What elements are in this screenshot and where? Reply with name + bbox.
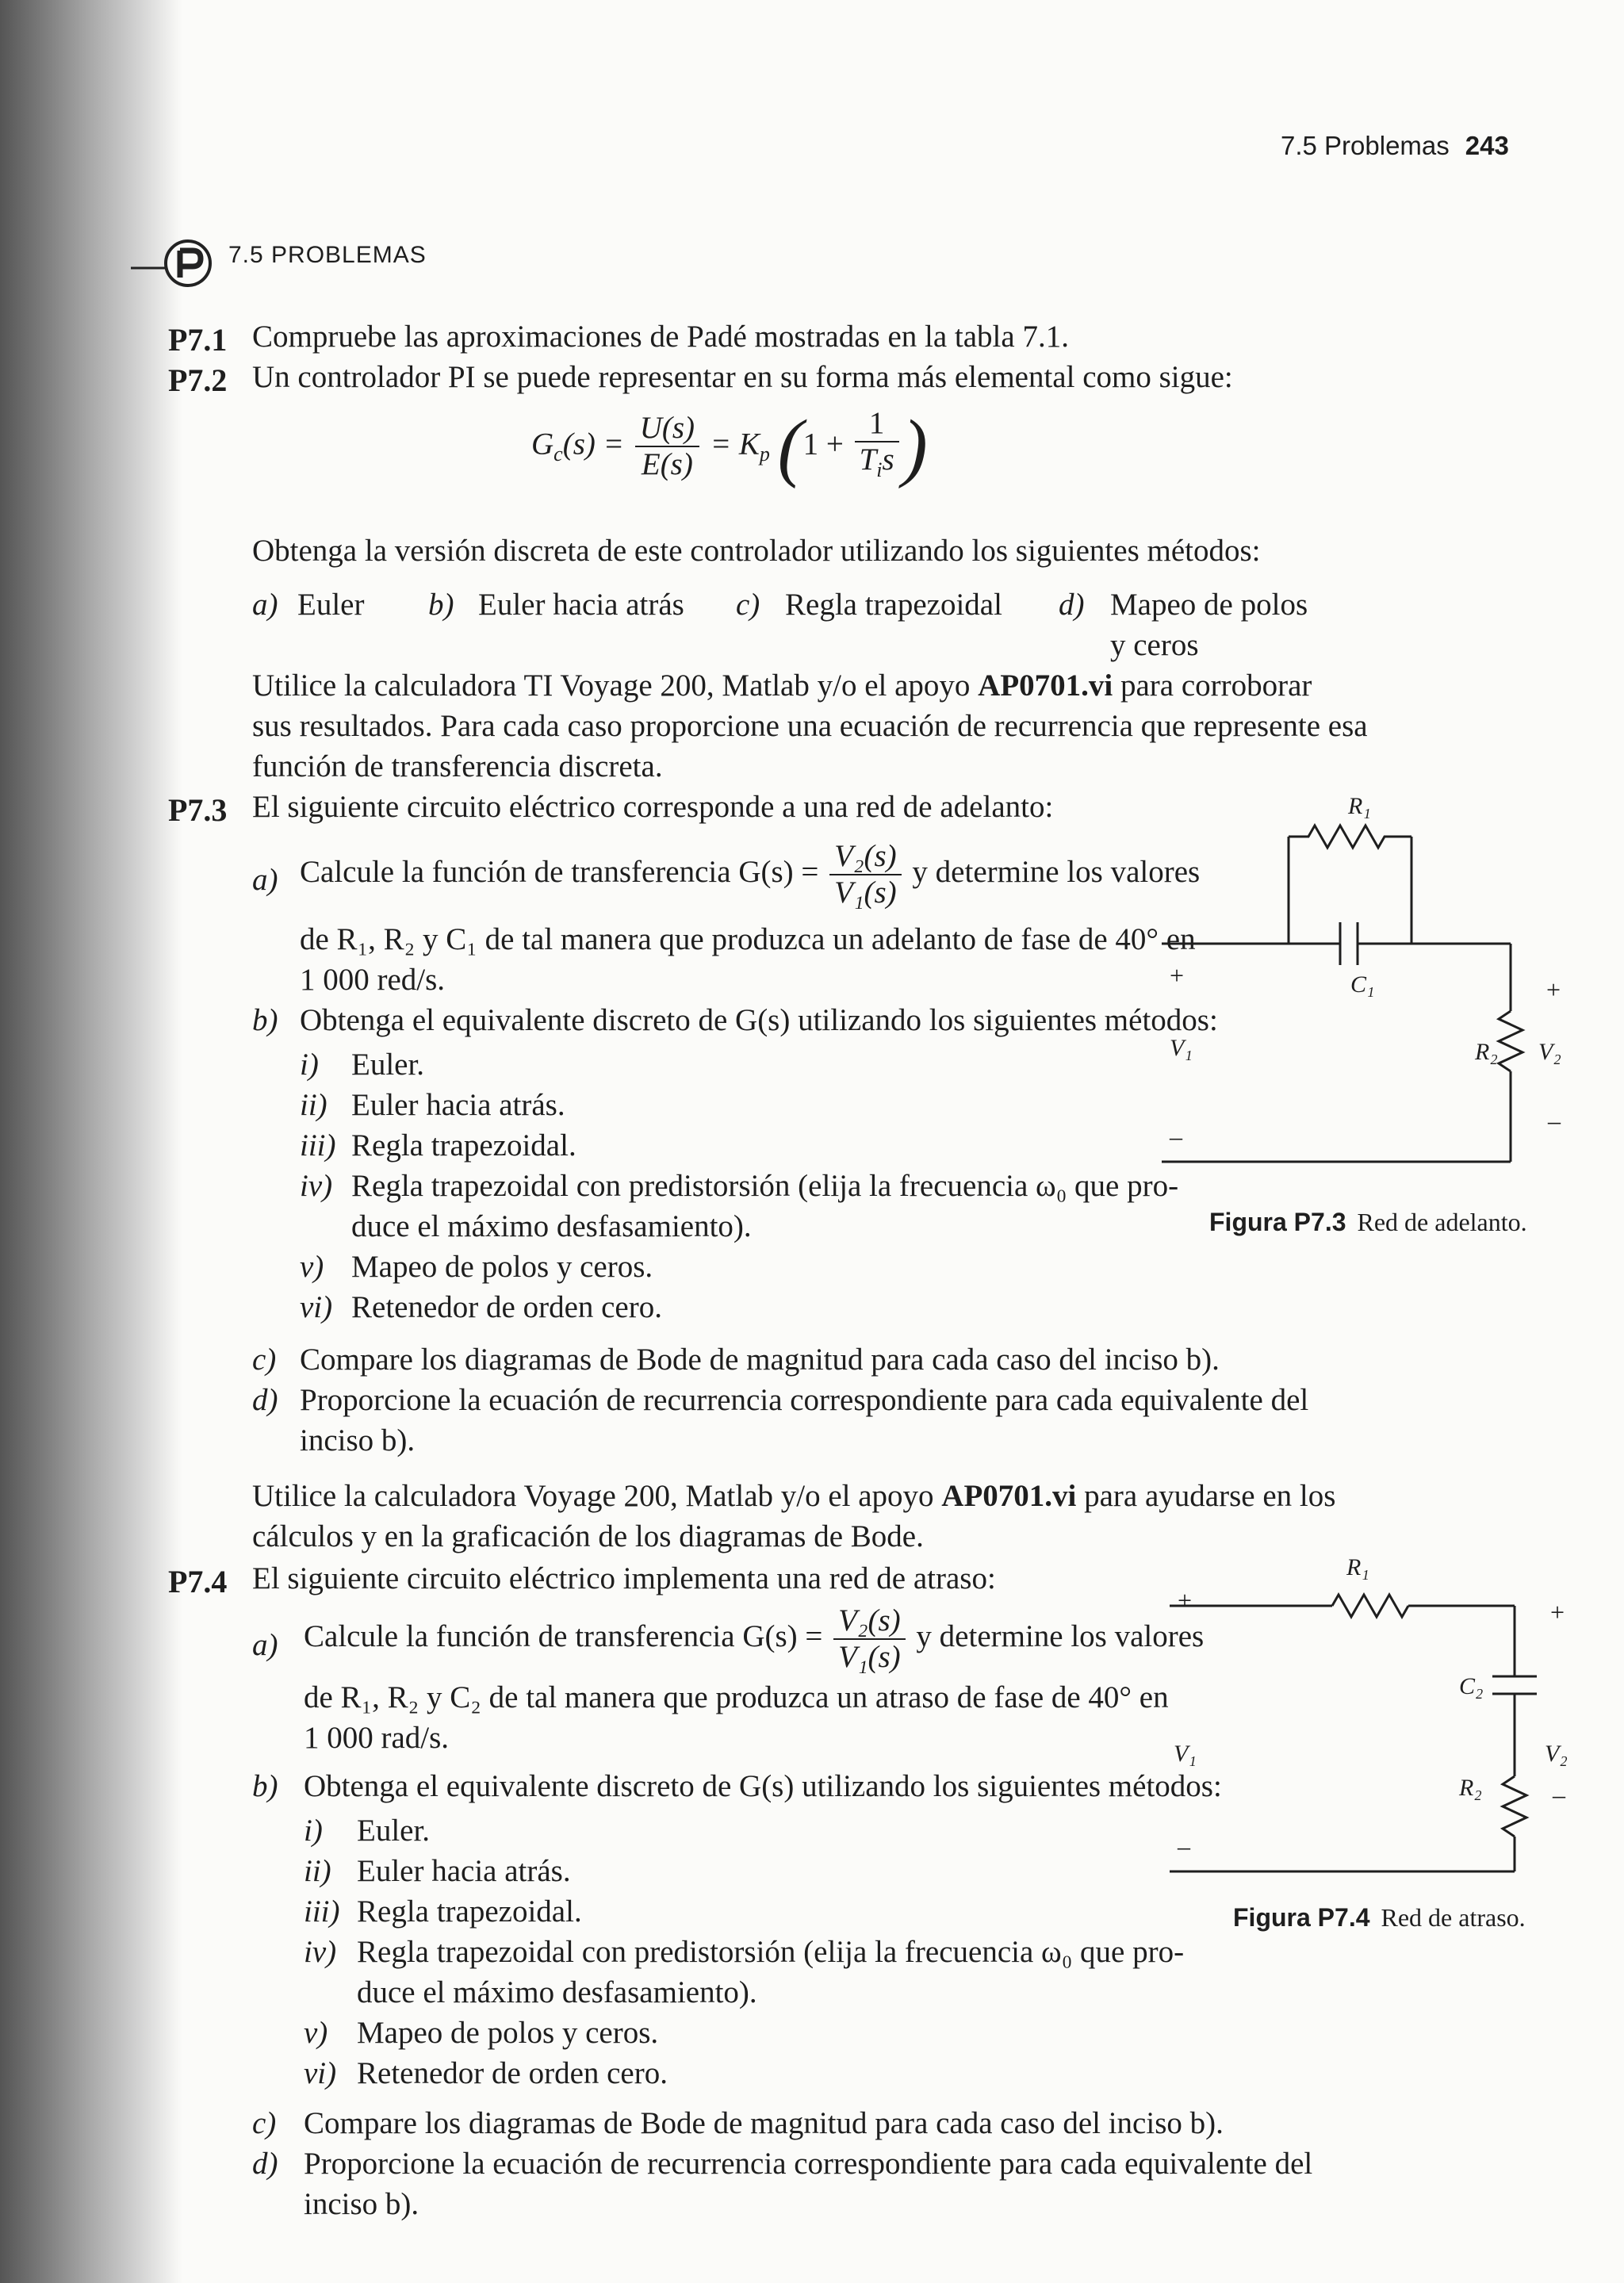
subitem-number: iv) <box>304 1935 337 1969</box>
lag-network-circuit-diagram <box>1166 1586 1578 1903</box>
running-header <box>1281 131 1509 161</box>
transfer-function-line: Calcule la función de transferencia G(s) = $\frac{\text{V₂(s)}}{\text{V₁(s)}}$ y determine los valores <box>300 839 1201 910</box>
subitem-number: vi) <box>300 1290 333 1324</box>
problem-number: P7.4 <box>168 1564 228 1599</box>
problem-intro: Un controlador PI se puede representar en su forma más elemental como sigue: <box>252 360 1233 394</box>
section-title: 7.5 PROBLEMAS <box>228 242 427 268</box>
header-section: 7.5 Problemas <box>1281 131 1450 160</box>
subitem-number: iii) <box>304 1894 340 1929</box>
v1-label: V₁ <box>1170 1035 1193 1061</box>
item-text-line: de R₁, R₂ y C₂ de tal manera que produzca un atraso de fase de 40° en <box>304 1680 1169 1714</box>
item-letter: b) <box>252 1769 278 1803</box>
item-letter: a) <box>252 1628 278 1662</box>
r2-label: R₂ <box>1459 1775 1482 1801</box>
output-minus-sign: – <box>1553 1780 1565 1809</box>
subitem-text: Regla trapezoidal. <box>351 1128 576 1163</box>
v2-label: V₂ <box>1545 1741 1568 1767</box>
problem-intro: El siguiente circuito eléctrico implementa una red de atraso: <box>252 1561 996 1595</box>
subitem-text: Retenedor de orden cero. <box>357 2056 668 2090</box>
c2-label: C₂ <box>1459 1673 1484 1699</box>
output-plus-sign: + <box>1550 1598 1565 1626</box>
problem-note: Utilice la calculadora Voyage 200, Matlab y/o el apoyo AP0701.vi para ayudarse en los <box>252 1479 1336 1513</box>
method-text: Regla trapezoidal <box>785 588 1002 622</box>
problem-text: Compruebe las aproximaciones de Padé mostradas en la tabla 7.1. <box>252 320 1069 354</box>
figure-caption: Figura P7.3 Red de adelanto. <box>1209 1208 1527 1236</box>
input-plus-sign: + <box>1170 961 1185 990</box>
r2-label: R₂ <box>1475 1039 1498 1065</box>
subitem-text-continued: duce el máximo desfasamiento). <box>357 1975 757 2009</box>
item-letter: c) <box>252 1343 277 1377</box>
item-text: Proporcione la ecuación de recurrencia correspondiente para cada equivalente del <box>300 1383 1309 1417</box>
subitem-text: Euler. <box>351 1048 425 1082</box>
c1-label: C₁ <box>1350 971 1375 998</box>
problem-note: Utilice la calculadora TI Voyage 200, Matlab y/o el apoyo AP0701.vi para corroborar <box>252 668 1312 703</box>
v2-label: V₂ <box>1538 1039 1561 1065</box>
method-text: Euler hacia atrás <box>478 588 684 622</box>
method-letter: a) <box>252 588 278 622</box>
lead-network-circuit-diagram <box>1158 797 1570 1225</box>
problem-intro: El siguiente circuito eléctrico corresponde a una red de adelanto: <box>252 790 1054 824</box>
subitem-text: Mapeo de polos y ceros. <box>357 2016 659 2050</box>
item-text-line: 1 000 red/s. <box>300 963 446 997</box>
item-text: Compare los diagramas de Bode de magnitud para cada caso del inciso b). <box>300 1343 1220 1377</box>
subitem-number: v) <box>304 2016 328 2050</box>
item-text-line: 1 000 rad/s. <box>304 1721 450 1755</box>
transfer-function-line: Calcule la función de transferencia G(s) = $\frac{\text{V₂(s)}}{\text{V₁(s)}}$ y determine los valores <box>304 1603 1205 1674</box>
method-letter: d) <box>1059 588 1085 622</box>
subitem-text: Euler. <box>357 1814 431 1848</box>
subitem-text: Regla trapezoidal con predistorsión (elija la frecuencia ω₀ que pro- <box>357 1935 1185 1969</box>
input-minus-sign: – <box>1170 1122 1182 1151</box>
input-minus-sign: – <box>1178 1832 1190 1860</box>
item-text-line: inciso b). <box>300 1423 416 1458</box>
item-text-line: inciso b). <box>304 2187 419 2221</box>
item-letter: d) <box>252 1383 278 1417</box>
problem-task: Obtenga la versión discreta de este controlador utilizando los siguientes métodos: <box>252 534 1261 568</box>
problem-number: P7.2 <box>168 362 228 398</box>
item-letter: a) <box>252 863 278 897</box>
subitem-number: vi) <box>304 2056 337 2090</box>
input-plus-sign: + <box>1178 1586 1193 1615</box>
item-letter: b) <box>252 1003 278 1037</box>
subitem-text: Regla trapezoidal con predistorsión (elija la frecuencia ω₀ que pro- <box>351 1169 1179 1203</box>
item-text: Obtenga el equivalente discreto de G(s) utilizando los siguientes métodos: <box>304 1769 1222 1803</box>
subitem-number: ii) <box>300 1088 327 1122</box>
subitem-text: Regla trapezoidal. <box>357 1894 582 1929</box>
subitem-text: Mapeo de polos y ceros. <box>351 1250 653 1284</box>
item-text: Compare los diagramas de Bode de magnitud para cada caso del inciso b). <box>304 2106 1224 2140</box>
subitem-text-continued: duce el máximo desfasamiento). <box>351 1209 752 1243</box>
method-text-continued: y ceros <box>1110 628 1199 662</box>
method-text: Euler <box>297 588 365 622</box>
subitem-number: v) <box>300 1250 324 1284</box>
item-letter: d) <box>252 2147 278 2181</box>
item-text: Proporcione la ecuación de recurrencia correspondiente para cada equivalente del <box>304 2147 1313 2181</box>
pi-controller-equation: $G_c(s)$ = $\frac{U(s)}{E(s)}$ = $K_p$ (1 + $\frac{1}{T_is}$ ) <box>531 404 928 489</box>
problem-number: P7.3 <box>168 792 228 828</box>
r1-label: R₁ <box>1346 1554 1369 1580</box>
output-minus-sign: – <box>1548 1106 1561 1135</box>
r1-label: R₁ <box>1348 793 1371 819</box>
method-letter: b) <box>428 588 454 622</box>
method-letter: c) <box>736 588 760 622</box>
problem-note-line: sus resultados. Para cada caso proporcione una ecuación de recurrencia que represente esa <box>252 709 1368 743</box>
page-number: 243 <box>1465 131 1509 160</box>
figure-caption: Figura P7.4 Red de atraso. <box>1233 1903 1526 1932</box>
output-plus-sign: + <box>1546 975 1561 1004</box>
item-text-line: de R₁, R₂ y C₁ de tal manera que produzca un adelanto de fase de 40° en <box>300 922 1196 956</box>
subitem-text: Euler hacia atrás. <box>357 1854 571 1888</box>
subitem-number: iv) <box>300 1169 333 1203</box>
scanned-spine-shadow <box>0 0 182 2283</box>
problem-number: P7.1 <box>168 322 228 358</box>
subitem-number: iii) <box>300 1128 336 1163</box>
subitem-text: Euler hacia atrás. <box>351 1088 565 1122</box>
item-letter: c) <box>252 2106 277 2140</box>
subitem-number: i) <box>304 1814 323 1848</box>
problem-note-line: función de transferencia discreta. <box>252 749 663 783</box>
problems-icon <box>131 228 218 292</box>
v1-label: V₁ <box>1174 1741 1197 1767</box>
subitem-number: i) <box>300 1048 319 1082</box>
subitem-text: Retenedor de orden cero. <box>351 1290 662 1324</box>
subitem-number: ii) <box>304 1854 331 1888</box>
method-text: Mapeo de polos <box>1110 588 1308 622</box>
item-text: Obtenga el equivalente discreto de G(s) utilizando los siguientes métodos: <box>300 1003 1218 1037</box>
problem-note-line: cálculos y en la graficación de los diagramas de Bode. <box>252 1519 924 1553</box>
